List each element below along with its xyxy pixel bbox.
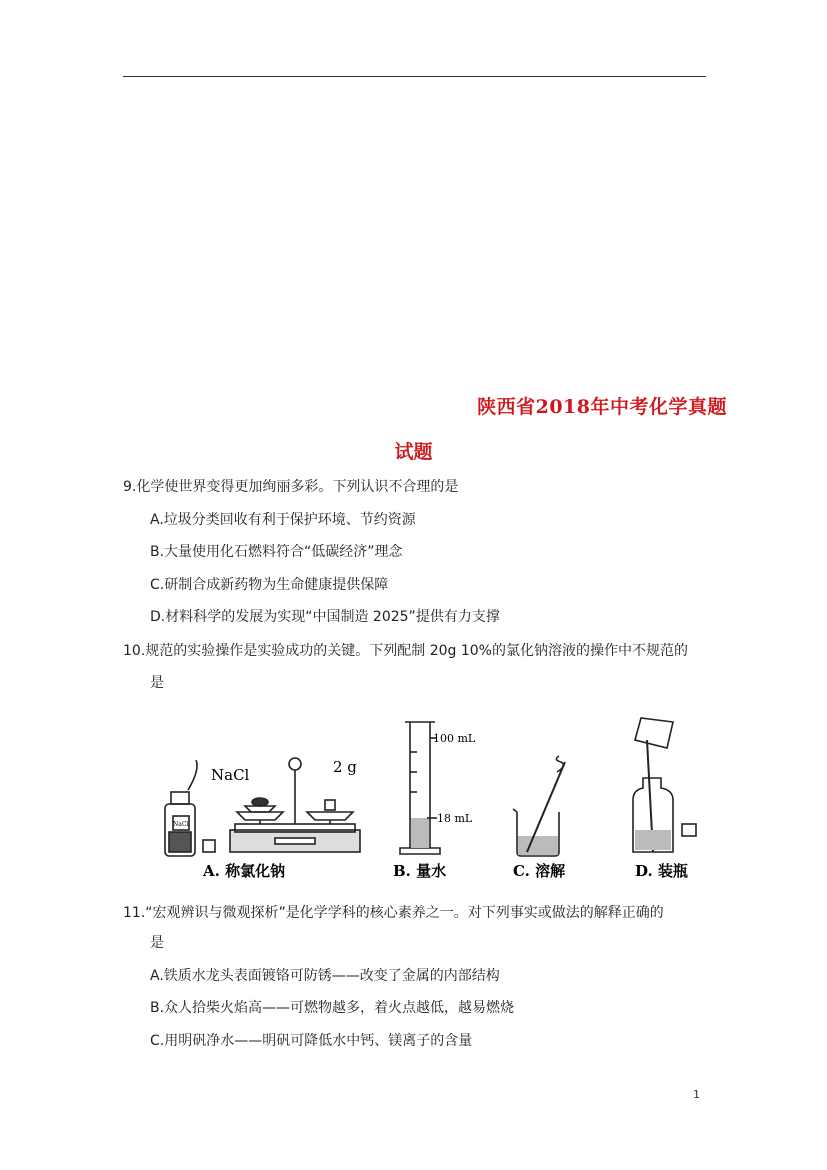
question-9-stem: 9.化学使世界变得更加绚丽多彩。下列认识不合理的是 [123,479,459,495]
caption-b: B. 量水 [393,862,447,880]
lab-operations-figure [155,712,725,884]
page-title: 陕西省2018年中考化学真题 [477,396,727,418]
question-9-option-b: B.大量使用化石燃料符合“低碳经济”理念 [150,544,403,560]
mass-label: 2 g [333,758,357,776]
question-9-option-d: D.材料科学的发展为实现“中国制造 2025”提供有力支撑 [150,609,500,625]
bottle-stopper-icon [203,840,215,852]
reagent-bottle-icon [165,760,197,856]
question-9-option-c: C.研制合成新药物为生命健康提供保障 [150,577,389,593]
caption-c: C. 溶解 [513,862,566,880]
header-rule [123,76,706,77]
question-9-option-a: A.垃圾分类回收有利于保护环境、节约资源 [150,512,416,528]
page-title-continued: 试题 [394,441,433,463]
lab-figure-svg [155,712,725,884]
cylinder-top-mark: 100 mL [433,732,476,745]
question-11-option-a: A.铁质水龙头表面镀铬可防锈——改变了金属的内部结构 [150,968,500,984]
beaker-icon [513,756,565,856]
question-11-option-b: B.众人拾柴火焰高——可燃物越多，着火点越低，越易燃烧 [150,1000,515,1016]
question-10-stem: 10.规范的实验操作是实验成功的关键。下列配制 20g 10%的氯化钠溶液的操作中不规范的 [123,643,688,659]
bottle-label: NaCl [173,821,189,828]
bottle-filling-icon [633,718,696,852]
page-number: 1 [693,1088,700,1101]
question-10-stem-continued: 是 [150,675,164,691]
caption-a: A. 称氯化钠 [203,862,286,880]
question-11-stem-continued: 是 [150,935,164,951]
question-11-stem: 11.“宏观辨识与微观探析”是化学学科的核心素养之一。对下列事实或做法的解释正确的 [123,905,664,921]
caption-d: D. 装瓶 [635,862,688,880]
question-11-option-c: C.用明矾净水——明矾可降低水中钙、镁离子的含量 [150,1033,473,1049]
cylinder-18ml-mark: 18 mL [437,812,473,825]
nacl-label: NaCl [211,766,250,784]
